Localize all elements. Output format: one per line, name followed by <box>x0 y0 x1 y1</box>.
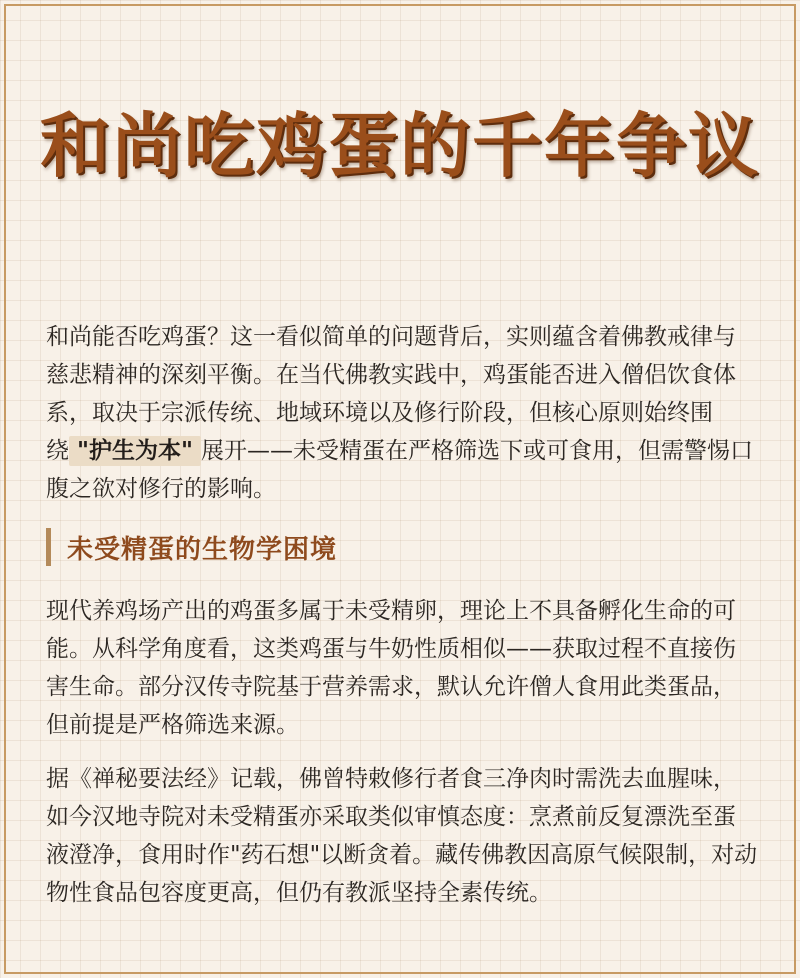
highlight-keyword: "护生为本" <box>69 436 201 466</box>
body-paragraph-1: 现代养鸡场产出的鸡蛋多属于未受精卵，理论上不具备孵化生命的可能。从科学角度看，这类鸡蛋与牛奶性质相似——获取过程不直接伤害生命。部分汉传寺院基于营养需求，默认允许僧人食用此类蛋品，但前提是严格筛选来源。 <box>46 598 736 738</box>
page-title: 和尚吃鸡蛋的千年争议 <box>40 105 760 187</box>
intro-paragraph <box>46 318 758 508</box>
section-accent-bar <box>46 528 51 566</box>
section-heading <box>46 526 337 568</box>
section-title: 未受精蛋的生物学困境 <box>67 534 338 565</box>
intro-text-end: 展开——未受精蛋在严格筛选下或可食用，但需警惕口腹之欲对修行的影响。 <box>46 438 753 502</box>
intro-text-start: 和尚能否吃鸡蛋？这一看似简单的问题背后，实则蕴含着佛教戒律与慈悲精神的深刻平衡。在当代佛教实践中，鸡蛋能否进入僧侣饮食体系，取决于宗派传统、地域环境以及修行阶段，但核心原则始终围绕 <box>46 324 736 464</box>
body-paragraph-2: 据《禅秘要法经》记载，佛曾特敕修行者食三净肉时需洗去血腥味，如今汉地寺院对未受精蛋亦采取类似审慎态度：烹煮前反复漂洗至蛋液澄净，食用时作"药石想"以断贪着。藏传佛教因高原气候限制，对动物性食品包容度更高，但仍有教派坚持全素传统。 <box>46 766 758 906</box>
